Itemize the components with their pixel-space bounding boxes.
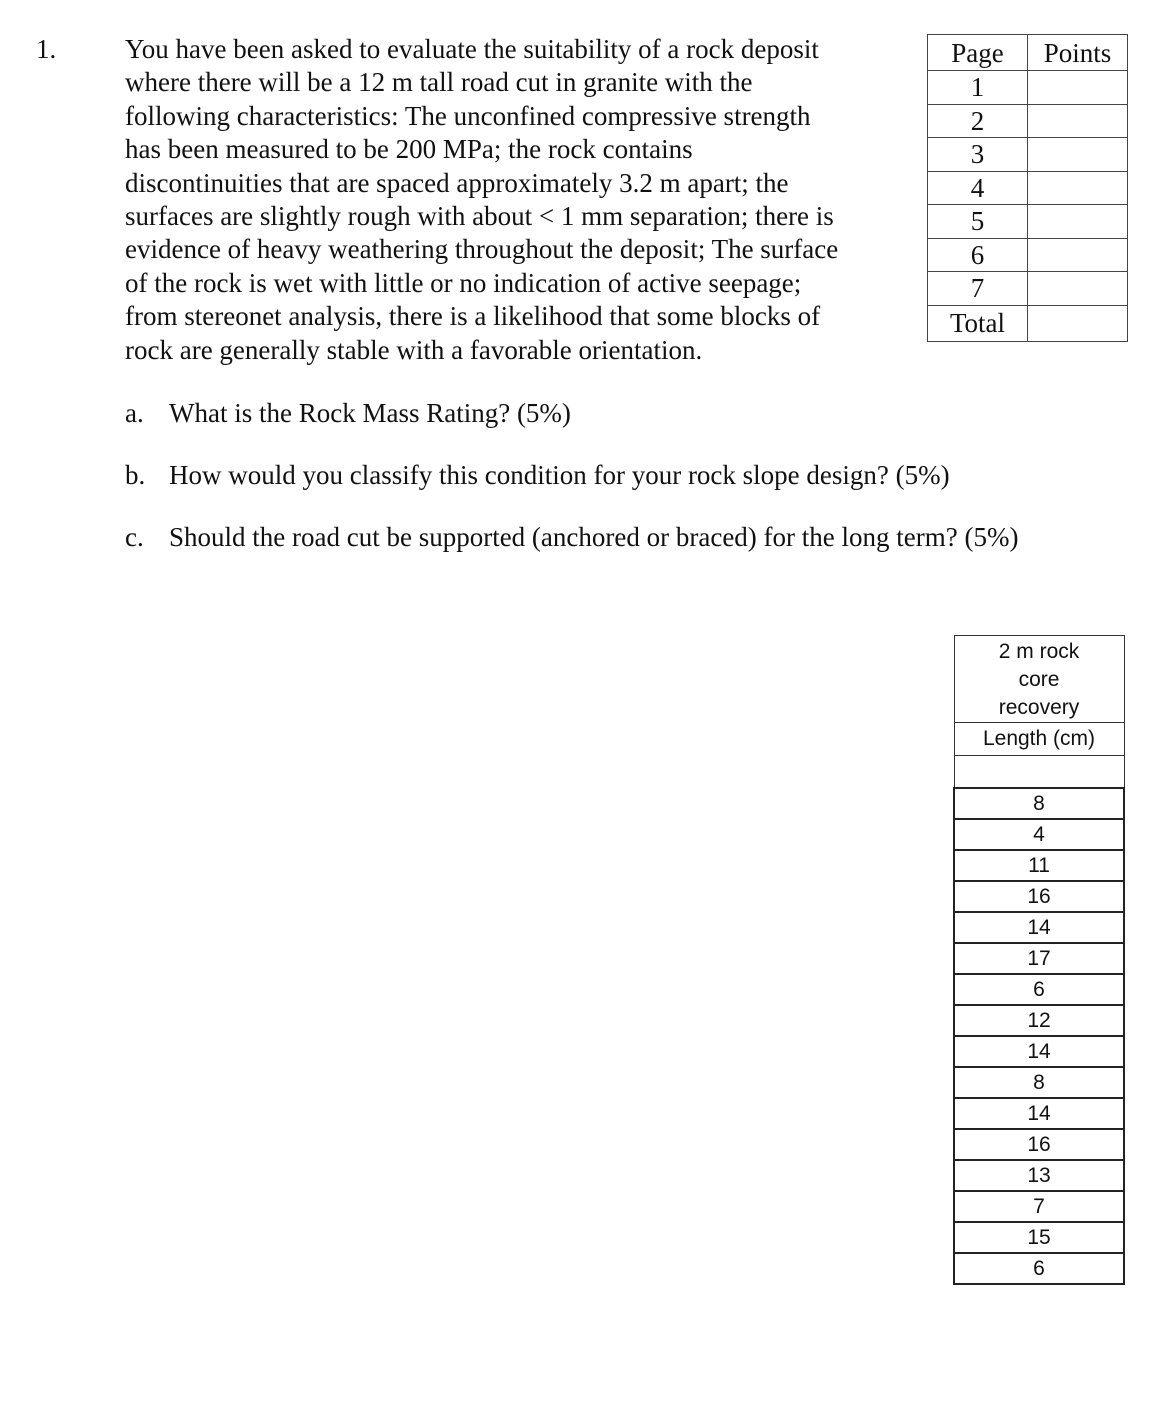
page-number-cell: 1 — [928, 71, 1028, 105]
page-number-cell: 5 — [928, 205, 1028, 239]
subquestion-letter: c. — [125, 522, 144, 552]
question-text — [125, 33, 915, 367]
core-length-row — [954, 974, 1124, 1005]
total-points-cell[interactable] — [1028, 305, 1128, 341]
subquestion-letter: a. — [125, 398, 144, 428]
question-line: has been measured to be 200 MPa; the rock contains — [125, 134, 693, 165]
question-number: 1. — [36, 34, 57, 64]
points-table-row — [928, 171, 1128, 205]
page-column-header: Page — [928, 35, 1028, 71]
points-cell[interactable] — [1028, 205, 1128, 239]
points-column-header: Points — [1028, 35, 1128, 71]
points-table-row — [928, 104, 1128, 138]
core-length-row — [954, 819, 1124, 850]
subquestion-c — [125, 521, 1018, 553]
core-length-row — [954, 912, 1124, 943]
core-length-cell: 14 — [954, 1036, 1124, 1067]
points-cell[interactable] — [1028, 171, 1128, 205]
core-length-row — [954, 943, 1124, 974]
core-length-cell: 4 — [954, 819, 1124, 850]
core-length-row — [954, 1253, 1124, 1284]
core-header-line: 2 m rock — [998, 640, 1080, 663]
core-blank-cell — [954, 756, 1124, 789]
core-length-cell: 13 — [954, 1160, 1124, 1191]
core-header-line: recovery — [998, 696, 1080, 719]
core-length-cell: 12 — [954, 1005, 1124, 1036]
core-length-cell: 11 — [954, 850, 1124, 881]
page-number-cell: 4 — [928, 171, 1028, 205]
subquestion-b — [125, 459, 950, 491]
core-length-row — [954, 1222, 1124, 1253]
core-length-row — [954, 1098, 1124, 1129]
page-number-cell: 2 — [928, 104, 1028, 138]
points-table-row — [928, 71, 1128, 105]
question-line: surfaces are slightly rough with about < 1 mm separation; there is — [125, 201, 834, 232]
core-length-row — [954, 1036, 1124, 1067]
page-points-table — [927, 34, 1128, 342]
core-length-row — [954, 1005, 1124, 1036]
question-line: from stereonet analysis, there is a likelihood that some blocks of — [125, 301, 821, 332]
page-number-cell: 3 — [928, 138, 1028, 172]
length-column-header: Length (cm) — [954, 723, 1124, 756]
core-length-cell: 6 — [954, 1253, 1124, 1284]
core-length-cell: 16 — [954, 1129, 1124, 1160]
total-label-cell: Total — [928, 305, 1028, 341]
question-line: rock are generally stable with a favorable orientation. — [125, 334, 703, 365]
page-number-cell: 7 — [928, 272, 1028, 306]
subquestion-text: What is the Rock Mass Rating? (5%) — [169, 398, 571, 428]
core-length-cell: 14 — [954, 912, 1124, 943]
question-line: discontinuities that are spaced approximately 3.2 m apart; the — [125, 167, 789, 198]
points-table-total-row — [928, 305, 1128, 341]
points-cell[interactable] — [1028, 138, 1128, 172]
question-line: evidence of heavy weathering throughout the deposit; The surface — [125, 234, 839, 265]
points-cell[interactable] — [1028, 238, 1128, 272]
core-header-line: core — [1018, 668, 1060, 691]
subquestion-a — [125, 397, 571, 429]
core-table-header-row — [954, 636, 1124, 723]
core-length-row — [954, 788, 1124, 819]
core-length-row — [954, 1129, 1124, 1160]
core-length-cell: 17 — [954, 943, 1124, 974]
core-length-cell: 15 — [954, 1222, 1124, 1253]
points-table-row — [928, 205, 1128, 239]
core-length-cell: 8 — [954, 1067, 1124, 1098]
points-cell[interactable] — [1028, 104, 1128, 138]
core-table-blank-row — [954, 756, 1124, 789]
core-length-row — [954, 1067, 1124, 1098]
question-line: of the rock is wet with little or no indication of active seepage; — [125, 267, 802, 298]
points-table-header-row — [928, 35, 1128, 71]
core-length-row — [954, 1160, 1124, 1191]
question-line: following characteristics: The unconfined compressive strength — [125, 100, 811, 131]
question-line: You have been asked to evaluate the suitability of a rock deposit — [125, 34, 819, 64]
question-line: where there will be a 12 m tall road cut in granite with the — [125, 67, 753, 98]
points-cell[interactable] — [1028, 71, 1128, 105]
points-table-row — [928, 238, 1128, 272]
core-recovery-table — [953, 635, 1125, 1285]
core-length-cell: 14 — [954, 1098, 1124, 1129]
points-cell[interactable] — [1028, 272, 1128, 306]
page-number-cell: 6 — [928, 238, 1028, 272]
subquestion-text: How would you classify this condition for your rock slope design? (5%) — [169, 460, 950, 490]
points-table-row — [928, 272, 1128, 306]
core-length-cell: 8 — [954, 788, 1124, 819]
core-table-header — [954, 636, 1124, 723]
points-table-row — [928, 138, 1128, 172]
core-length-cell: 7 — [954, 1191, 1124, 1222]
core-length-row — [954, 1191, 1124, 1222]
core-length-row — [954, 850, 1124, 881]
core-length-cell: 6 — [954, 974, 1124, 1005]
subquestion-letter: b. — [125, 460, 146, 490]
core-length-cell: 16 — [954, 881, 1124, 912]
subquestion-text: Should the road cut be supported (anchored or braced) for the long term? (5%) — [169, 522, 1019, 552]
core-length-row — [954, 881, 1124, 912]
core-table-subheader-row — [954, 723, 1124, 756]
